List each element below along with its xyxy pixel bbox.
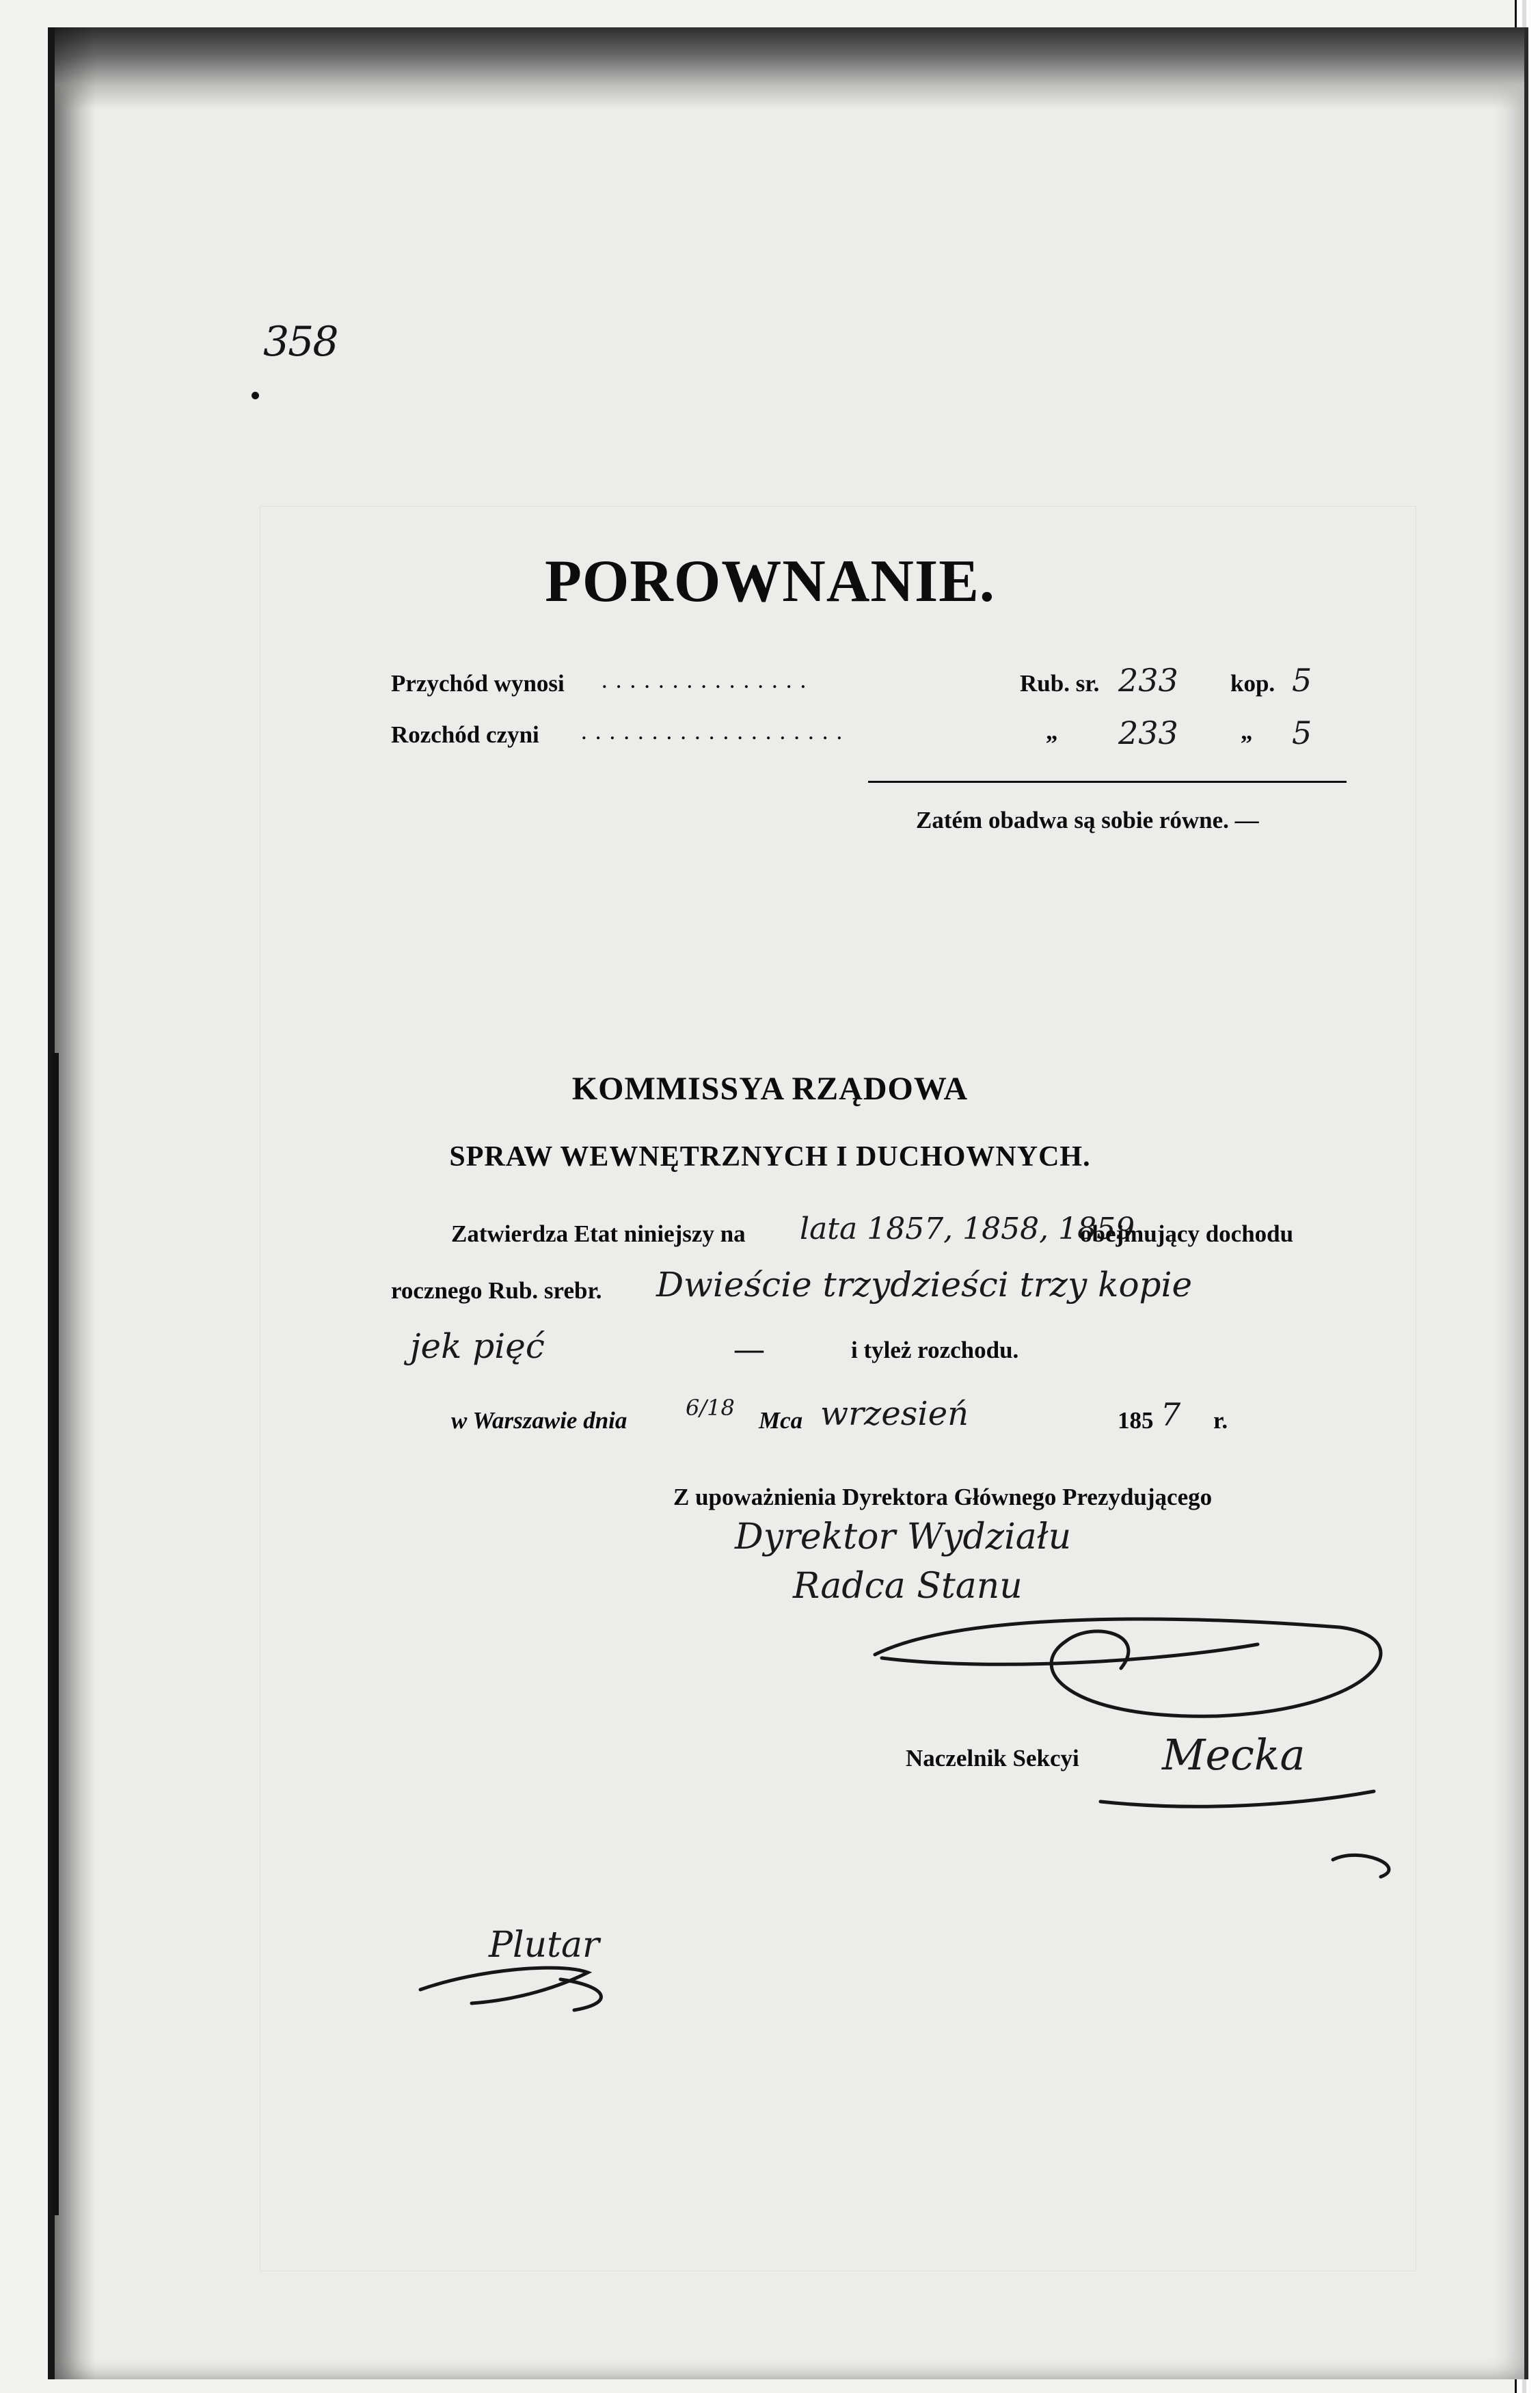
leader-dots: ................... — [581, 718, 851, 745]
date-month-label: Mca — [759, 1407, 803, 1434]
date-month: wrzesień — [820, 1395, 969, 1433]
authority-name: KOMMISSYA RZĄDOWA — [571, 1071, 969, 1107]
lower-signature: Plutar — [489, 1925, 599, 1966]
director-flourish — [875, 1619, 1381, 1716]
director-underline — [882, 1644, 1258, 1664]
expense-text: i tyleż rozchodu. — [851, 1337, 1019, 1363]
income-rub: 233 — [1118, 662, 1178, 699]
date-prefix: w Warszawie dnia — [451, 1407, 627, 1434]
expense-rub: 233 — [1118, 714, 1178, 751]
expense-label: Rozchód czyni — [391, 721, 539, 748]
expense-kop: 5 — [1292, 714, 1312, 751]
amount-in-words: Dwieście trzydzieści trzy kopie — [656, 1265, 1193, 1305]
ditto-mark: „ — [1241, 718, 1253, 745]
income-currency: Rub. sr. — [1020, 670, 1100, 697]
equality-note: Zatém obadwa są sobie równe. — — [916, 807, 1259, 833]
authorization-text: Z upoważnienia Dyrektora Głównego Prezydującego — [673, 1484, 1213, 1510]
folio-number: 358 — [263, 318, 338, 366]
section-chief-signature: Mecka — [1162, 1730, 1306, 1780]
section-chief-label: Naczelnik Sekcyi — [906, 1745, 1079, 1772]
director-title: Dyrektor Wydziału — [735, 1516, 1072, 1558]
date-suffix: r. — [1213, 1407, 1228, 1434]
income-kop-label: kop. — [1230, 670, 1275, 697]
income-kop: 5 — [1292, 662, 1312, 699]
income-label: Przychód wynosi — [391, 670, 565, 697]
leader-dots: ............... — [602, 667, 815, 693]
ditto-mark: „ — [1046, 718, 1058, 745]
chief-hook — [1333, 1855, 1389, 1877]
approval-years: lata 1857, 1858, 1859 — [800, 1212, 1135, 1246]
date-year: 185 — [1118, 1407, 1154, 1434]
approval-annual: rocznego Rub. srebr. — [391, 1277, 602, 1304]
amount-in-words-cont: jek pięć — [410, 1326, 545, 1366]
dash: — — [735, 1334, 764, 1365]
document-title: POROWNANIE. — [545, 548, 995, 615]
date-year-digit: 7 — [1161, 1396, 1181, 1433]
chief-underline — [1100, 1791, 1374, 1806]
director-name: Radca Stanu — [793, 1566, 1023, 1607]
approval-text: Zatwierdza Etat niniejszy na — [451, 1220, 746, 1247]
lower-hook — [560, 1979, 601, 2010]
approval-covering: obejmujący dochodu — [1080, 1220, 1294, 1247]
date-day: 6/18 — [686, 1395, 735, 1421]
lower-flourish — [420, 1968, 588, 2003]
authority-department: SPRAW WEWNĘTRZNYCH I DUCHOWNYCH. — [449, 1141, 1091, 1173]
